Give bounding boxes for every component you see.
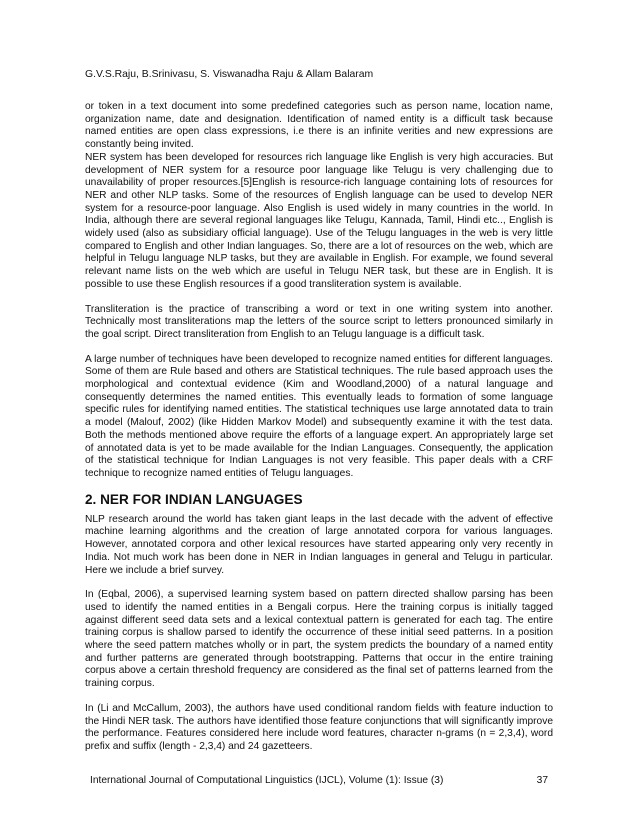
running-header: G.V.S.Raju, B.Srinivasu, S. Viswanadha Raju & Allam Balaram xyxy=(85,69,374,80)
paragraph-nlp-research: NLP research around the world has taken giant leaps in the last decade with the advent of effective machine learning algorithms and the creation of large annotated corpora for various languages. However, annotated corpora and other lexical resources have started appearing only very recently in India. Not much work has been done in NER in Indian languages in general and Telugu in particular. Here we include a brief survey. xyxy=(85,513,553,576)
paragraph-intro-continued: or token in a text document into some predefined categories such as person name, location name, organization name, date and designation. Identification of named entity is a difficult task because named entities are open class expressions, i.e there is an infinite verities and new expressions are constantly being invited. NER system has been developed for resources rich language like English is very high accuracies. But development of NER system for a resource poor language like Telugu is very challenging due to unavailability of proper resources.[5]English is resource-rich language containing lots of resources for NER and other NLP tasks. Some of the resources of English language can be used to develop NER system for a resource-poor language. Also English is used widely in many countries in the world. In India, although there are several regional languages like Telugu, Kannada, Tamil, Hindi etc.., English is widely used (also as subsidiary official language). Use of the Telugu languages in the web is very little compared to English and other Indian languages. So, there are a lot of resources on the web, which are helpful in Telugu language NLP tasks, but they are available in English. For example, we found several relevant name lists on the web which are useful in Telugu NER task, but these are in English. It is possible to use these English resources if a good transliteration system is available. xyxy=(85,101,553,290)
paragraph-transliteration: Transliteration is the practice of transcribing a word or text in one writing system into another. Technically most transliterations map the letters of the source script to letters pronounced similarly in the goal script. Direct transliteration from English to an Telugu language is a difficult task. xyxy=(85,303,553,340)
paragraph-li-mccallum: In (Li and McCallum, 2003), the authors have used conditional random fields with feature induction to the Hindi NER task. The authors have identified those feature conjunctions that will significantly improve the performance. Features considered here include word features, character n-grams (n = 2,3,4), word prefix and suffix (length - 2,3,4) and 24 gazetteers. xyxy=(85,702,553,752)
journal-citation: International Journal of Computational Linguistics (IJCL), Volume (1): Issue (3) xyxy=(90,775,444,786)
paragraph-techniques: A large number of techniques have been developed to recognize named entities for different languages. Some of them are Rule based and others are Statistical techniques. The rule based approach uses the morphological and contextual evidence (Kim and Woodland,2000) of a natural language and consequently determines the named entities. This eventually leads to formation of some language specific rules for identifying named entities. The statistical techniques use large annotated data to train a model (Malouf, 2002) (like Hidden Markov Model) and subsequently examine it with the test data. Both the methods mentioned above require the efforts of a language expert. An appropriately large set of annotated data is yet to be made available for the Indian Languages. Consequently, the application of the statistical technique for Indian Languages is not very feasible. This paper deals with a CRF technique to recognize named entities of Telugu languages. xyxy=(85,353,553,479)
section-heading: 2. NER FOR INDIAN LANGUAGES xyxy=(85,491,303,507)
page-number: 37 xyxy=(536,775,548,786)
paragraph-eqbal: In (Eqbal, 2006), a supervised learning system based on pattern directed shallow parsing has been used to identify the named entities in a Bengali corpus. Here the training corpus is initially tagged against different seed data sets and a lexical contextual pattern is generated for each tag. The entire training corpus is shallow parsed to identify the occurrence of these initial seed patterns. In a position where the seed pattern matches wholly or in part, the system predicts the boundary of a named entity and further patterns are generated through bootstrapping. Patterns that occur in the entire training corpus above a certain threshold frequency are considered as the final set of patterns learned from the training corpus. xyxy=(85,589,553,690)
page-footer xyxy=(90,774,548,787)
